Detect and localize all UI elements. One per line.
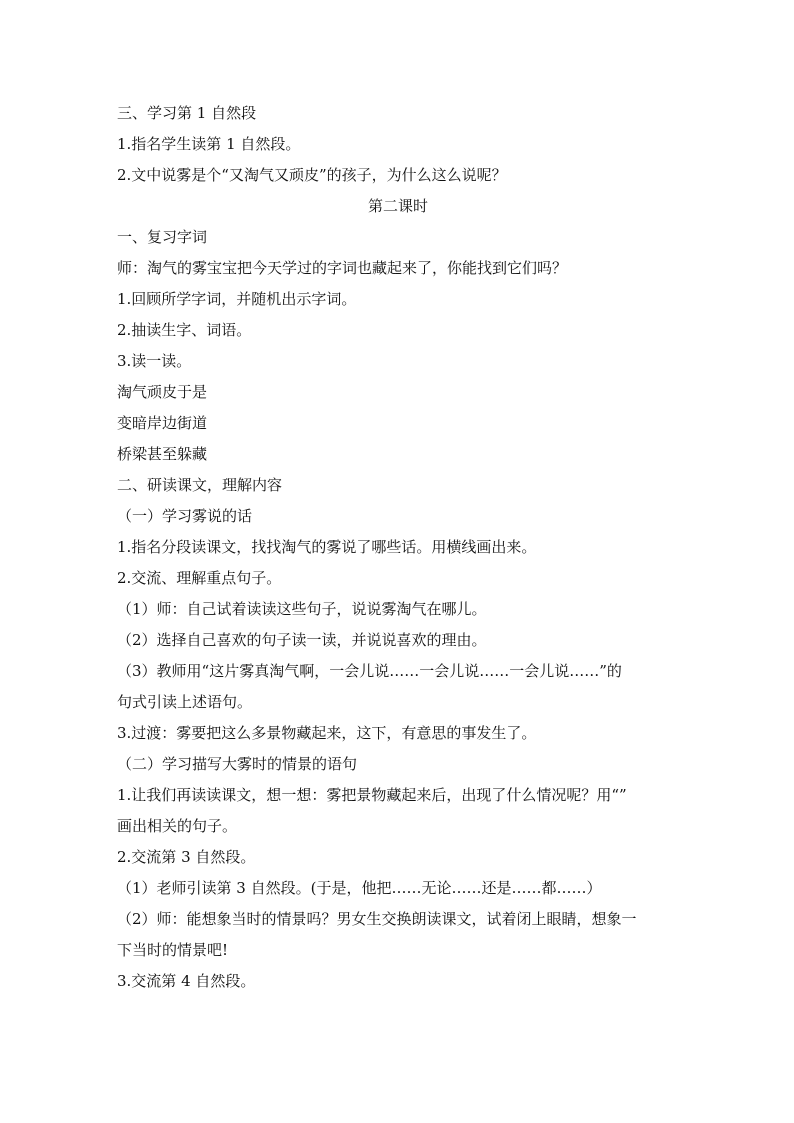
- paragraph-line: （1）老师引读第 3 自然段。(于是，他把……无论……还是……都……）: [117, 879, 602, 897]
- paragraph-line: 2.文中说雾是个“又淘气又顽皮”的孩子，为什么这么说呢？: [117, 166, 507, 184]
- paragraph-line: 师：淘气的雾宝宝把今天学过的字词也藏起来了，你能找到它们吗？: [117, 259, 568, 277]
- section-heading: 一、复习字词: [117, 228, 208, 246]
- paragraph-line: （1）师：自己试着读读这些句子，说说雾淘气在哪儿。: [117, 600, 487, 618]
- paragraph-line: 1.让我们再读读课文，想一想：雾把景物藏起来后，出现了什么情况呢？用“”: [117, 786, 627, 804]
- document-body: [117, 98, 679, 997]
- paragraph-line: 2.抽读生字、词语。: [117, 321, 252, 339]
- subsection-heading: （二）学习描写大雾时的情景的语句: [117, 755, 358, 773]
- section-heading: 三、学习第 1 自然段: [117, 104, 257, 122]
- paragraph-line: （2）选择自己喜欢的句子读一读，并说说喜欢的理由。: [117, 631, 487, 649]
- vocabulary-line: 桥梁甚至躲藏: [117, 445, 208, 463]
- paragraph-line: 3.读一读。: [117, 352, 192, 370]
- paragraph-line: 1.指名分段读课文，找找淘气的雾说了哪些话。用横线画出来。: [117, 538, 537, 556]
- paragraph-line: （2）师：能想象当时的情景吗？男女生交换朗读课文，试着闭上眼睛，想象一: [117, 910, 637, 928]
- paragraph-line: 下当时的情景吧!: [117, 941, 229, 959]
- subsection-heading: （一）学习雾说的话: [117, 507, 253, 525]
- paragraph-line: （3）教师用“这片雾真淘气啊，一会儿说……一会儿说……一会儿说……”的: [117, 662, 622, 680]
- paragraph-line: 1.指名学生读第 1 自然段。: [117, 135, 301, 153]
- paragraph-line: 3.过渡：雾要把这么多景物藏起来，这下，有意思的事发生了。: [117, 724, 537, 742]
- lesson-title: 第二课时: [367, 197, 428, 215]
- paragraph-line: 画出相关的句子。: [117, 817, 238, 835]
- paragraph-line: 2.交流、理解重点句子。: [117, 569, 282, 587]
- paragraph-line: 1.回顾所学字词，并随机出示字词。: [117, 290, 357, 308]
- section-heading: 二、研读课文，理解内容: [117, 476, 283, 494]
- vocabulary-line: 变暗岸边街道: [117, 414, 208, 432]
- vocabulary-line: 淘气顽皮于是: [117, 383, 208, 401]
- paragraph-line: 3.交流第 4 自然段。: [117, 972, 256, 990]
- paragraph-line: 句式引读上述语句。: [117, 693, 253, 711]
- paragraph-line: 2.交流第 3 自然段。: [117, 848, 256, 866]
